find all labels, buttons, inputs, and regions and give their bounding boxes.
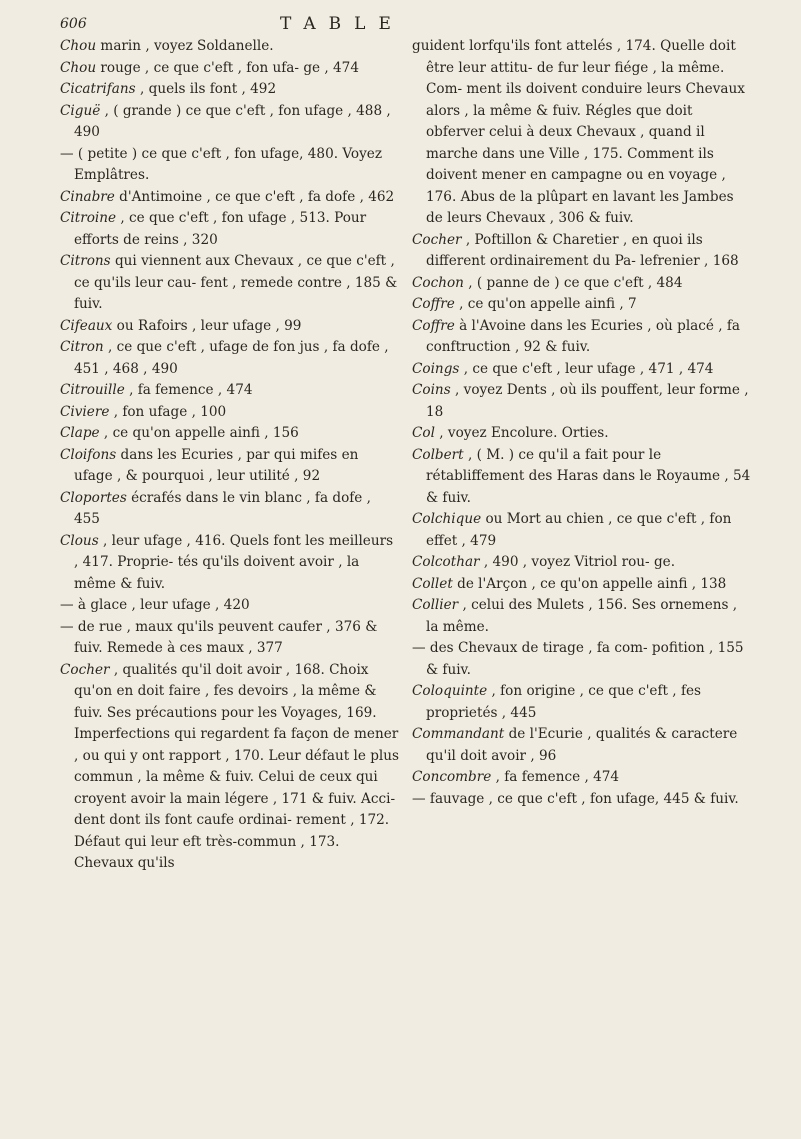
entry-text: qui viennent aux Chevaux , ce que c'eft , ce qu'ils leur cau- fent , remede contre , 185 & fuiv. [74,253,398,312]
index-entry [60,402,400,424]
index-entry [60,488,400,531]
index-entry [412,380,752,423]
index-entry [412,36,752,230]
entry-headword: Ciguë [60,102,101,119]
entry-text: , ce qu'on appelle ainfi , 156 [99,425,299,441]
entry-text: rouge , ce que c'eft , fon ufa- ge , 474 [96,59,359,76]
page-title: TABLE [280,14,404,34]
index-entry [60,660,400,875]
entry-text: , ( panne de ) ce que c'eft , 484 [463,274,683,291]
index-entry [60,423,400,445]
entry-text: , quels ils font , 492 [135,81,277,97]
entry-text: , fon ufage , 100 [109,403,227,420]
entry-text: , fa femence , 474 [491,769,620,785]
entry-headword: Cicatrifans [60,81,136,97]
index-entry [412,230,752,273]
entry-text: ou Rafoirs , leur ufage , 99 [112,317,302,334]
index-entry [412,359,752,381]
index-entry [60,79,400,101]
index-entry [60,316,400,338]
entry-headword: Citrons [60,253,111,269]
index-entry [60,187,400,209]
index-entry [412,724,752,767]
entry-text: , qualités qu'il doit avoir , 168. Choix qu'on en doit faire , fes devoirs , la même & fuiv. Ses précautions pour les Voyages, 169. Imperfections qui regardent fa façon de mener , ou qui y ont rapport , 170. Leur défaut le plus commun , la même & fuiv. Celui de ceux qui croyent avoir la main légere , 171 & fuiv. Acci- dent dont ils font caufe ordinai- rement , 172. Défaut qui leur eft très-commun , 173. Chevaux qu'ils [74,661,400,871]
entry-text: — à glace , leur ufage , 420 [60,597,250,613]
entry-text: , ( M. ) ce qu'il a fait pour le rétabliffement des Haras dans le Royaume , 54 & fuiv. [426,446,751,506]
entry-headword: Cloportes [60,489,127,506]
left-column [60,36,400,875]
entry-headword: Coins [412,382,451,398]
entry-headword: Chou [60,38,97,54]
entry-text: d'Antimoine , ce que c'eft , fa dofe , 462 [114,188,395,205]
entry-headword: Commandant [412,726,505,742]
entry-text: ou Mort au chien , ce que c'eft , fon effet , 479 [426,511,732,549]
entry-text: , voyez Dents , où ils pouffent, leur forme , 18 [426,382,749,420]
entry-headword: Cifeaux [60,317,113,334]
right-column [412,36,752,810]
entry-headword: Citron [60,339,104,355]
index-entry [412,273,752,295]
entry-headword: Coloquinte [412,683,488,699]
entry-headword: Citrouille [60,382,125,398]
index-entry [412,423,752,445]
index-entry [60,58,400,80]
index-entry [60,617,400,660]
entry-headword: Col [412,425,435,441]
index-entry [412,316,752,359]
index-entry [412,681,752,724]
entry-headword: Colbert [412,446,464,463]
entry-headword: Chou [60,59,97,76]
entry-text: — fauvage , ce que c'eft , fon ufage, 445 & fuiv. [412,790,739,807]
entry-headword: Citroine [60,210,117,226]
entry-text: , ( grande ) ce que c'eft , fon ufage , 488 , 490 [74,102,391,140]
entry-text: , ce que c'eft , fon ufage , 513. Pour efforts de reins , 320 [74,210,367,248]
index-entry [412,445,752,510]
entry-headword: Collet [412,575,453,592]
entry-text: , leur ufage , 416. Quels font les meilleurs , 417. Proprie- tés qu'ils doivent avoir , la même & fuiv. [74,532,394,592]
entry-headword: Coffre [412,296,455,312]
entry-text: , Poftillon & Charetier , en quoi ils different ordinairement du Pa- lefrenier , 168 [426,231,739,269]
entry-headword: Colchique [412,511,482,527]
entry-text: , fon origine , ce que c'eft , fes proprietés , 445 [426,683,701,721]
entry-headword: Colcothar [412,554,480,570]
entry-headword: Cochon [412,274,464,291]
index-entry [412,638,752,681]
entry-headword: Clous [60,532,99,549]
entry-headword: Collier [412,597,459,613]
index-entry [412,595,752,638]
page-header [60,12,760,38]
index-entry [60,445,400,488]
entry-headword: Cocher [60,661,110,678]
index-entry [412,552,752,574]
entry-text: , ce que c'eft , ufage de fon jus , fa dofe , 451 , 468 , 490 [74,339,389,377]
entry-headword: Coffre [412,317,455,334]
index-entry [60,208,400,251]
index-entry [60,380,400,402]
index-entry [60,101,400,144]
entry-headword: Cocher [412,231,462,248]
entry-text: guident lorfqu'ils font attelés , 174. Quelle doit être leur attitu- de fur leur fiége , la même. Com- ment ils doivent conduire leurs Chevaux alors , la même & fuiv. Régles que doit obferver celui à deux Chevaux , quand il marche dans une Ville , 175. Comment ils doivent mener en campagne ou en voyage , 176. Abus de la plûpart en lavant les Jambes de leurs Chevaux , 306 & fuiv. [412,38,745,226]
entry-text: , ce que c'eft , leur ufage , 471 , 474 [459,360,714,377]
entry-text: de l'Ecurie , qualités & caractere qu'il doit avoir , 96 [426,726,738,764]
entry-headword: Coings [412,360,460,377]
index-entry [60,595,400,617]
entry-headword: Concombre [412,769,492,785]
entry-text: — de rue , maux qu'ils peuvent caufer , 376 & fuiv. Remede à ces maux , 377 [60,618,378,656]
index-entry [412,294,752,316]
entry-text: , fa femence , 474 [124,382,253,398]
entry-text: à l'Avoine dans les Ecuries , où placé , fa conftruction , 92 & fuiv. [426,317,741,355]
entry-text: , voyez Encolure. Orties. [434,425,609,441]
entry-text: marin , voyez Soldanelle. [96,38,274,54]
entry-headword: Civiere [60,403,110,420]
index-entry [60,251,400,316]
entry-text: , ce qu'on appelle ainfi , 7 [454,296,637,312]
entry-text: — des Chevaux de tirage , fa com- pofition , 155 & fuiv. [412,640,744,678]
entry-text: , celui des Mulets , 156. Ses ornemens , la même. [426,597,738,635]
index-entry [412,789,752,811]
entry-text: , 490 , voyez Vitriol rou- ge. [479,554,676,570]
entry-text: — ( petite ) ce que c'eft , fon ufage, 480. Voyez Emplâtres. [60,145,383,183]
index-entry [412,767,752,789]
entry-headword: Cinabre [60,188,115,205]
index-entry [412,574,752,596]
entry-text: écrafés dans le vin blanc , fa dofe , 455 [74,489,371,527]
index-entry [60,144,400,187]
entry-text: de l'Arçon , ce qu'on appelle ainfi , 138 [452,575,727,592]
entry-text: dans les Ecuries , par qui mifes en ufage , & pourquoi , leur utilité , 92 [74,446,359,484]
index-entry [60,36,400,58]
entry-headword: Cloifons [60,446,117,463]
index-entry [60,531,400,596]
index-entry [60,337,400,380]
entry-headword: Clape [60,425,100,441]
page-number: 606 [60,16,87,32]
index-entry [412,509,752,552]
